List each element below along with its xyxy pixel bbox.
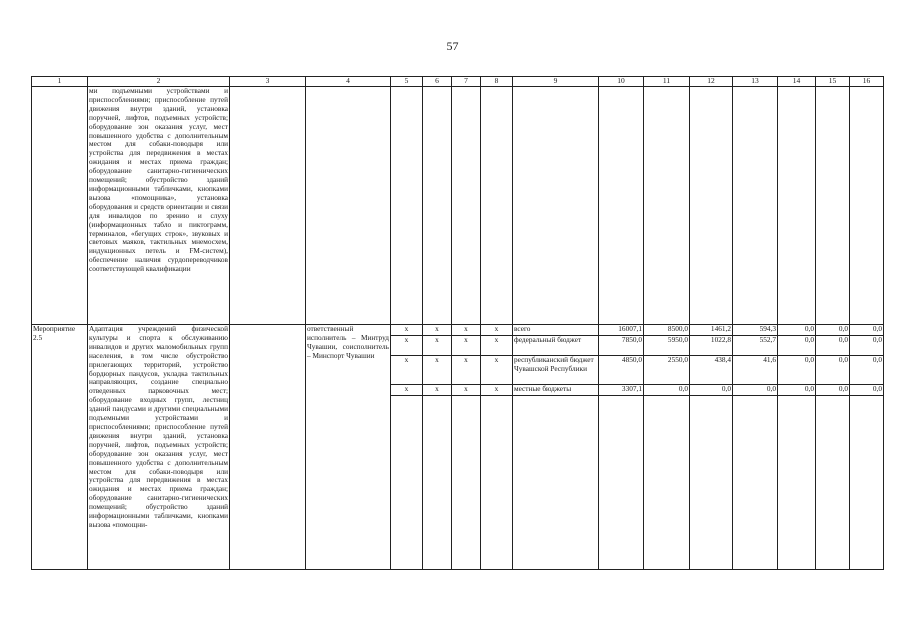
- cell: 2550,0: [644, 356, 690, 385]
- empty-cell: [391, 87, 423, 325]
- empty-cell: [452, 87, 481, 325]
- empty-cell: [481, 87, 513, 325]
- cell: x: [423, 385, 452, 396]
- empty-cell: [778, 87, 816, 325]
- empty-cell: [391, 396, 423, 570]
- col-header: 16: [850, 77, 884, 87]
- cell: x: [391, 336, 423, 356]
- continuation-row: [32, 87, 884, 325]
- cell: 0,0: [690, 385, 733, 396]
- col-header: 4: [306, 77, 391, 87]
- col-header: 11: [644, 77, 690, 87]
- cell: 16007,1: [599, 325, 644, 336]
- empty-cell: [816, 396, 850, 570]
- cell: x: [452, 385, 481, 396]
- cell: x: [452, 356, 481, 385]
- cell: x: [391, 356, 423, 385]
- cell: 0,0: [644, 385, 690, 396]
- col-header: 7: [452, 77, 481, 87]
- cell: 0,0: [778, 356, 816, 385]
- empty-cell: [423, 87, 452, 325]
- empty-cell: [423, 396, 452, 570]
- cell: x: [481, 385, 513, 396]
- cell: x: [481, 336, 513, 356]
- cell: 0,0: [816, 325, 850, 336]
- empty-cell: [599, 87, 644, 325]
- col-header: 2: [88, 77, 230, 87]
- cell: 0,0: [816, 356, 850, 385]
- funding-source: федеральный бюджет: [513, 336, 599, 356]
- empty-cell: [230, 87, 306, 325]
- col-header: 9: [513, 77, 599, 87]
- col-header: 14: [778, 77, 816, 87]
- cell: 594,3: [733, 325, 778, 336]
- cell: x: [391, 385, 423, 396]
- empty-cell: [644, 396, 690, 570]
- empty-cell: [850, 87, 884, 325]
- cell: 0,0: [778, 325, 816, 336]
- col-header: 13: [733, 77, 778, 87]
- empty-cell: [306, 87, 391, 325]
- continuation-text: ми подъемными устройствами и приспособлениями; приспособление путей движения внутри зданий, установка поручней, лифтов, подъемных устройств; оборудование зон оказания услуг, мест повышенного удобства с дополнительным местом для собаки-поводыря или устройства для передвижения в местах ожидания и местах приема граждан; оборудование санитарно-гигиенических помещений; обустройство зданий информационными табличками, кнопками вызова «помощника», установка оборудования и средств ориентации и связи для инвалидов по зрению и слуху (информационных табло и пиктограмм, терминалов, «бегущих строк», звуковых и световых маяков, тактильных мнемосхем, индукционных петель и FM-систем), обеспечение наличия сурдопереводчиков соответствующей квалификации: [88, 87, 230, 325]
- cell: 0,0: [778, 385, 816, 396]
- measure-code: Мероприятие 2.5: [32, 325, 88, 570]
- measure-executors: ответственный исполнитель – Минтруд Чувашии, соисполнитель – Минспорт Чувашии: [306, 325, 391, 570]
- col-header: 6: [423, 77, 452, 87]
- empty-cell: [690, 87, 733, 325]
- cell: 8500,0: [644, 325, 690, 336]
- empty-cell: [32, 87, 88, 325]
- cell: x: [391, 325, 423, 336]
- cell: 0,0: [850, 325, 884, 336]
- col-header: 3: [230, 77, 306, 87]
- col-header: 12: [690, 77, 733, 87]
- cell: 0,0: [850, 336, 884, 356]
- cell: 0,0: [816, 336, 850, 356]
- empty-cell: [230, 325, 306, 570]
- measure-description: Адаптация учреждений физической культуры и спорта к обслуживанию инвалидов и других маломобильных групп населения, в том числе обустройство прилегающих территорий, устройство бордюрных пандусов, укладка тактильных направляющих, создание специально отведенных парковочных мест; оборудование входных групп, лестниц зданий пандусами и другими специальными подъемными устройствами и приспособлениями; приспособление путей движения внутри зданий, установка поручней, лифтов, подъемных устройств; оборудование зон оказания услуг, мест повышенного удобства с дополнительным местом для собаки-поводыря или устройства для передвижения в местах ожидания и местах приема граждан; оборудование санитарно-гигиенических помещений; обустройство зданий информационными табличками, кнопками вызова «помощни-: [88, 325, 230, 570]
- cell: 7850,0: [599, 336, 644, 356]
- empty-cell: [816, 87, 850, 325]
- empty-cell: [690, 396, 733, 570]
- cell: 0,0: [850, 356, 884, 385]
- col-header: 15: [816, 77, 850, 87]
- cell: x: [452, 325, 481, 336]
- funding-source: республиканский бюджет Чувашской Республики: [513, 356, 599, 385]
- cell: x: [423, 325, 452, 336]
- empty-cell: [452, 396, 481, 570]
- page-number: 57: [446, 39, 459, 53]
- empty-cell: [644, 87, 690, 325]
- cell: 1022,8: [690, 336, 733, 356]
- cell: 0,0: [778, 336, 816, 356]
- program-table: [31, 76, 884, 570]
- col-header: 10: [599, 77, 644, 87]
- cell: 438,4: [690, 356, 733, 385]
- funding-source: всего: [513, 325, 599, 336]
- funding-source: местные бюджеты: [513, 385, 599, 396]
- cell: x: [423, 356, 452, 385]
- empty-cell: [599, 396, 644, 570]
- empty-cell: [733, 396, 778, 570]
- cell: 4850,0: [599, 356, 644, 385]
- cell: x: [481, 325, 513, 336]
- cell: 41,6: [733, 356, 778, 385]
- empty-cell: [513, 396, 599, 570]
- empty-cell: [513, 87, 599, 325]
- cell: x: [423, 336, 452, 356]
- cell: 0,0: [850, 385, 884, 396]
- empty-cell: [850, 396, 884, 570]
- cell: 0,0: [733, 385, 778, 396]
- cell: 5950,0: [644, 336, 690, 356]
- cell: 552,7: [733, 336, 778, 356]
- cell: x: [452, 336, 481, 356]
- cell: 0,0: [816, 385, 850, 396]
- col-header: 8: [481, 77, 513, 87]
- empty-cell: [778, 396, 816, 570]
- cell: 3307,1: [599, 385, 644, 396]
- table-row: [32, 325, 884, 336]
- cell: x: [481, 356, 513, 385]
- empty-cell: [481, 396, 513, 570]
- col-header: 1: [32, 77, 88, 87]
- col-header: 5: [391, 77, 423, 87]
- empty-cell: [733, 87, 778, 325]
- header-row: [32, 77, 884, 87]
- cell: 1461,2: [690, 325, 733, 336]
